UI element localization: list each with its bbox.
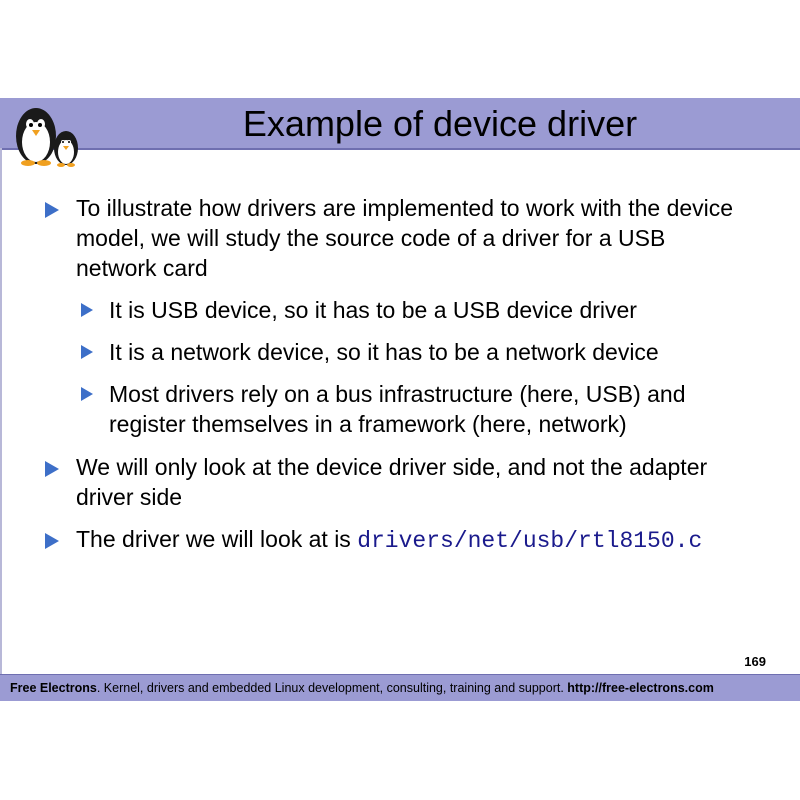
footer — [0, 674, 800, 701]
bullet-triangle-icon — [45, 202, 59, 218]
bullet-text: model, we will study the source code of a driver for a USB — [76, 225, 666, 251]
page-number: 169 — [744, 654, 766, 669]
bullet-text: network card — [76, 255, 208, 281]
title-bar — [0, 98, 800, 150]
bullet-triangle-icon — [45, 461, 59, 477]
bullet-text: We will only look at the device driver side, and not the adapter — [76, 454, 708, 480]
slide-title: Example of device driver — [242, 103, 638, 144]
bullet-triangle-icon — [81, 303, 93, 317]
bullet-text: To illustrate how drivers are implemented to work with the device — [76, 195, 734, 221]
footer-text: . Kernel, drivers and embedded Linux development, consulting, training and support. — [96, 681, 568, 695]
bullet-text: It is a network device, so it has to be a network device — [109, 339, 659, 365]
bullet-text: It is USB device, so it has to be a USB device driver — [109, 297, 637, 323]
bullet-text-plain: The driver we will look at is — [76, 526, 358, 552]
bullet-text: register themselves in a framework (here, network) — [109, 411, 627, 437]
bullet-text: driver side — [76, 484, 183, 510]
bullet-triangle-icon — [81, 387, 93, 401]
bullet-text: Most drivers rely on a bus infrastructure (here, USB) and — [109, 381, 686, 407]
penguin-logo-icon — [8, 100, 88, 172]
frame-border — [0, 148, 2, 674]
bullet-triangle-icon — [45, 533, 59, 549]
slide — [0, 98, 800, 702]
footer-url[interactable]: http://free-electrons.com — [567, 681, 714, 695]
bullet-triangle-icon — [81, 345, 93, 359]
bullet-text — [76, 525, 702, 556]
code-path: drivers/net/usb/rtl8150.c — [357, 528, 703, 554]
footer-brand: Free Electrons — [10, 681, 97, 695]
